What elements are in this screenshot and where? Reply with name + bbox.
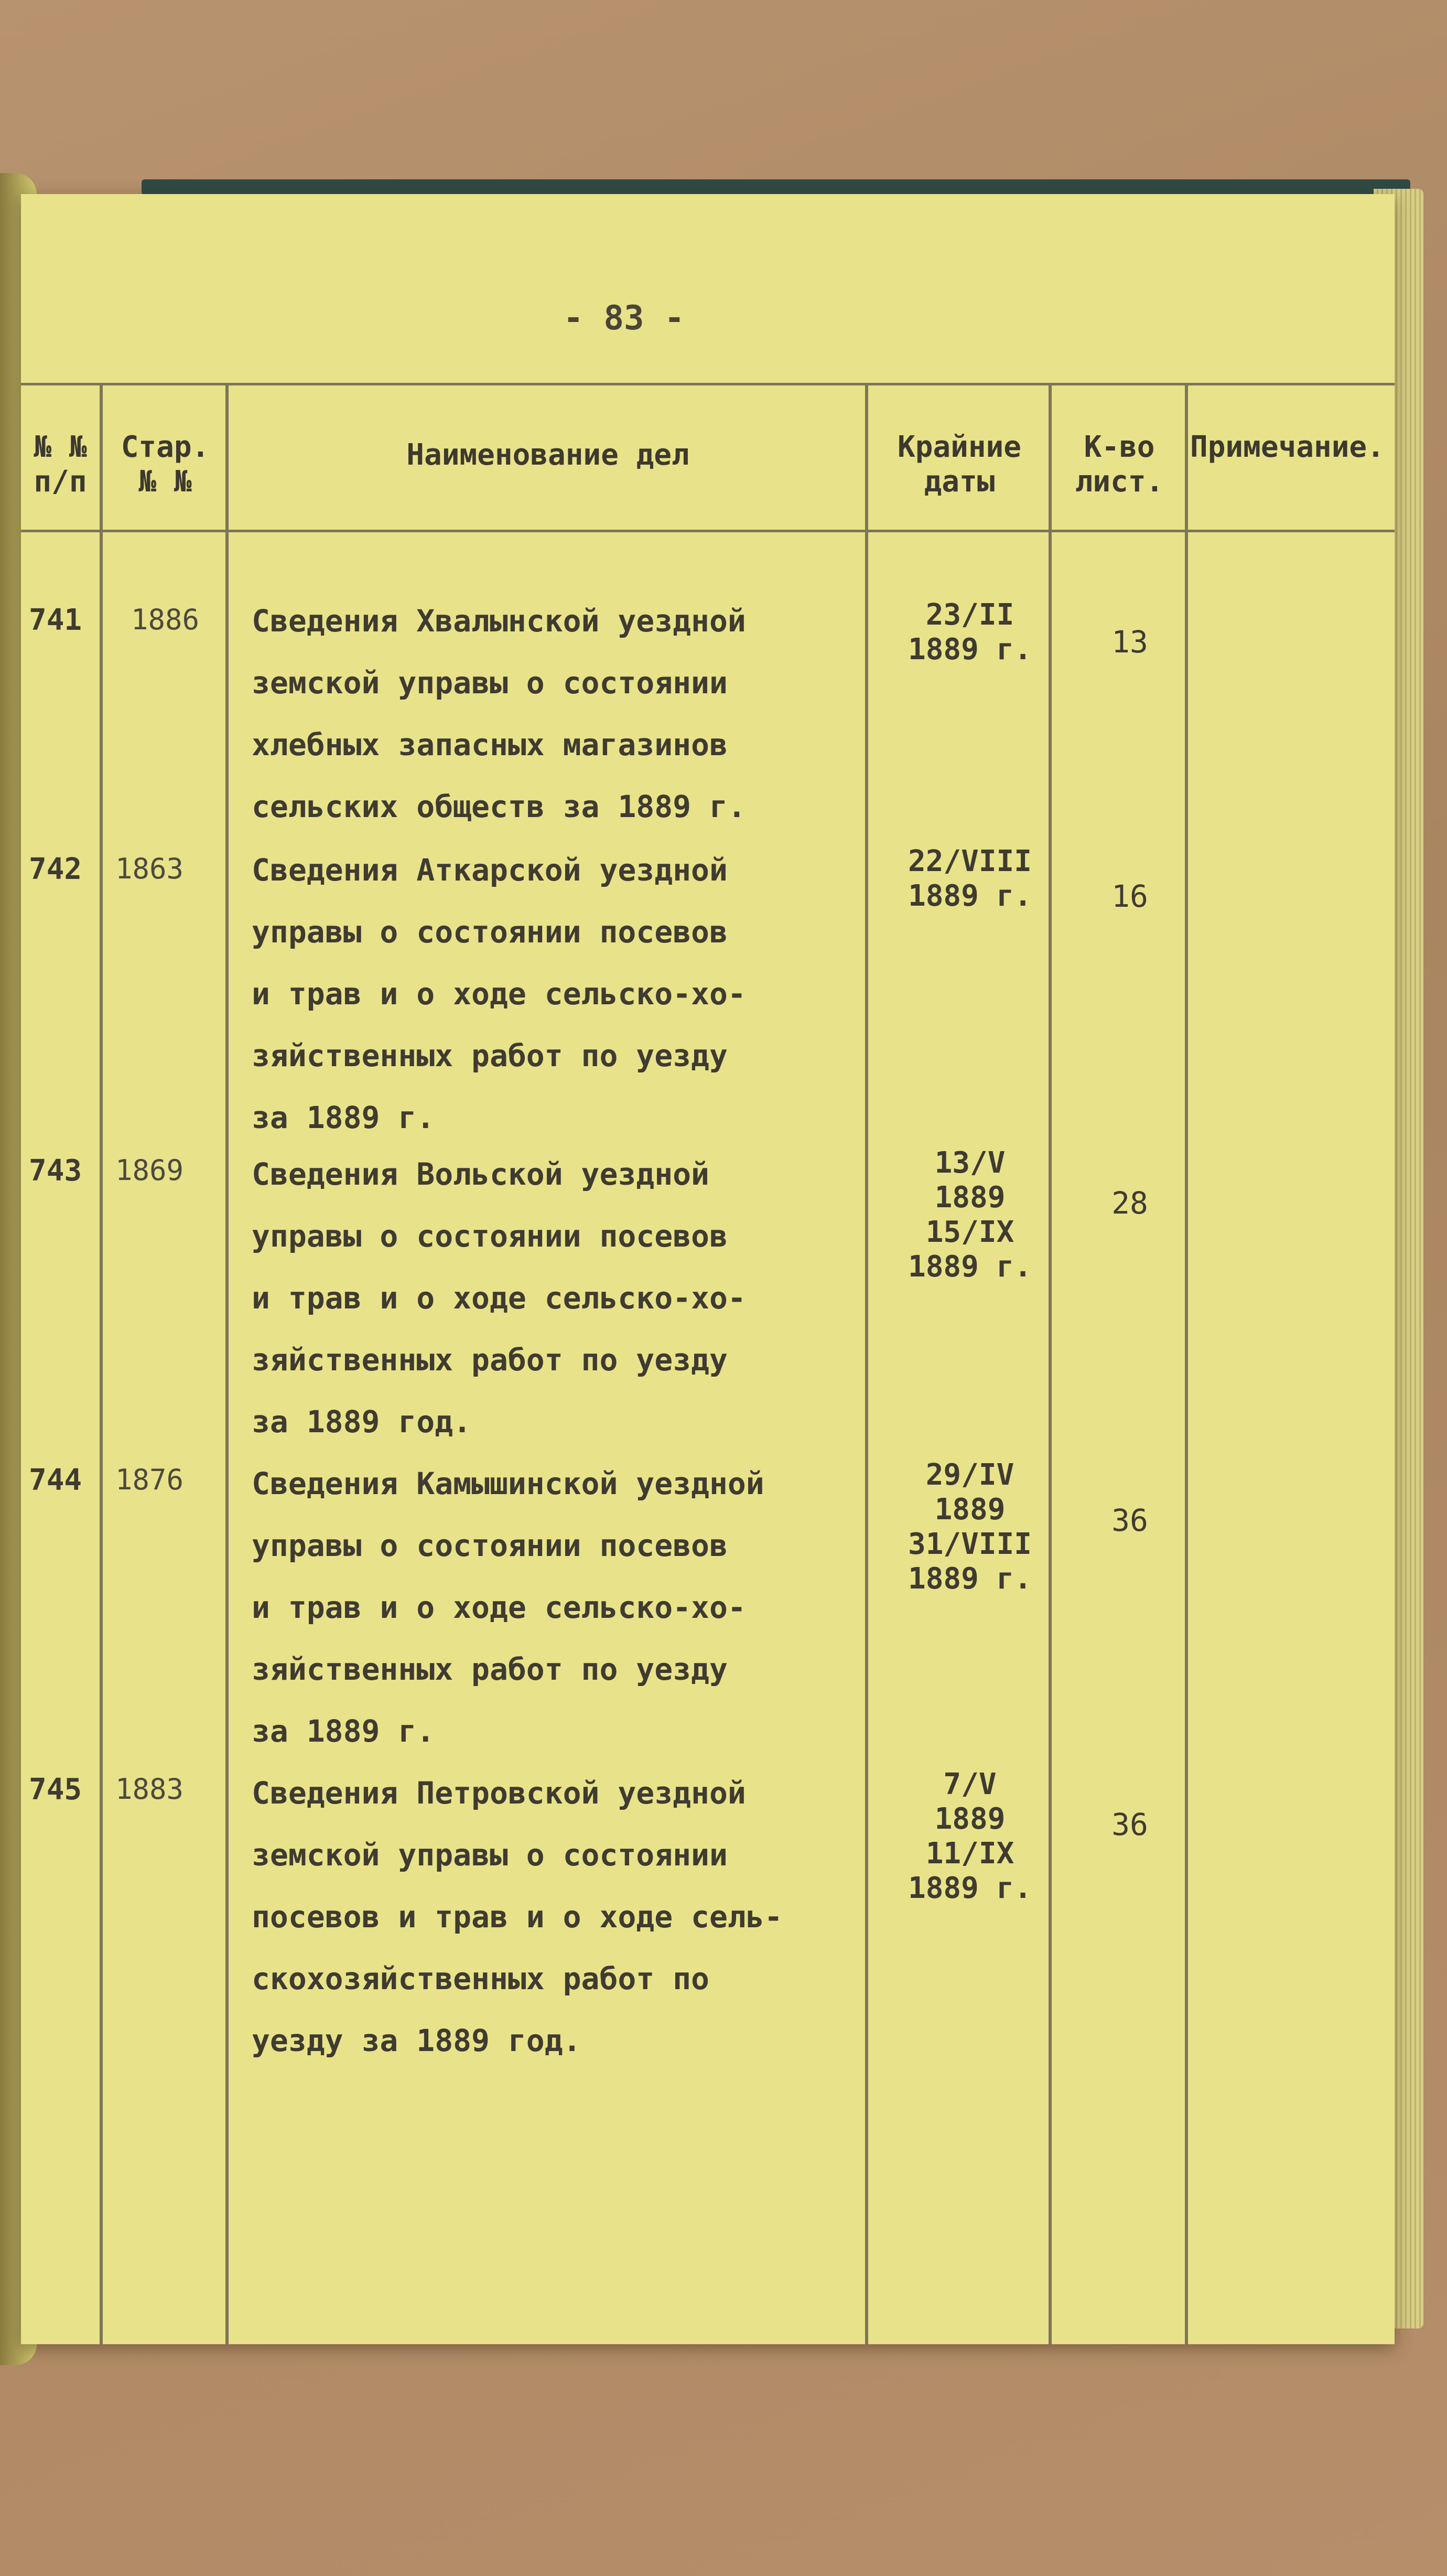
entry-row-number: 741 — [29, 603, 82, 637]
entry-title: Сведения Вольской уездной управы о состоянии посевов и трав и о ходе сельско-хо- зяйственных работ по уезду за 1889 год. — [252, 1156, 746, 1440]
header-old-number: Стар. № № — [121, 430, 210, 499]
header-row-number: № № п/п — [34, 430, 87, 499]
entry-title: Сведения Камышинской уездной управы о состоянии посевов и трав и о ходе сельско-хо- зяйственных работ по уезду за 1889 г. — [252, 1466, 764, 1749]
entry-dates: 7/V 1889 11/IX 1889 г. — [908, 1767, 1032, 1905]
entry-sheet-count: 16 — [1111, 878, 1148, 914]
header-title: Наименование дел — [406, 438, 689, 472]
entry-dates: 22/VIII 1889 г. — [908, 844, 1032, 913]
header-notes: Примечание. — [1190, 430, 1385, 464]
entry-sheet-count: 36 — [1111, 1807, 1148, 1842]
column-divider — [100, 383, 103, 2344]
entry-title: Сведения Хвалынской уездной земской управы о состоянии хлебных запасных магазинов сельских обществ за 1889 г. — [252, 603, 746, 824]
entry-title: Сведения Петровской уездной земской управы о состоянии посевов и трав и о ходе сель- скохозяйственных работ по уезду за 1889 год. — [252, 1775, 783, 2058]
entry-sheet-count: 36 — [1111, 1502, 1148, 1538]
entry-old-number: 1869 — [115, 1154, 184, 1187]
entry-old-number: 1863 — [115, 852, 184, 885]
column-divider — [1185, 383, 1188, 2344]
entry-title: Сведения Аткарской уездной управы о состоянии посевов и трав и о ходе сельско-хо- зяйственных работ по уезду за 1889 г. — [252, 852, 746, 1135]
entry-sheet-count: 13 — [1111, 624, 1148, 660]
archive-inventory-page — [21, 194, 1395, 2344]
entry-row-number: 743 — [29, 1154, 82, 1188]
entry-dates: 13/V 1889 15/IX 1889 г. — [908, 1146, 1032, 1284]
entry-row-number: 745 — [29, 1773, 82, 1807]
entry-dates: 29/IV 1889 31/VIII 1889 г. — [908, 1458, 1032, 1596]
entry-sheet-count: 28 — [1111, 1185, 1148, 1221]
header-sheet-count: К-во лист. — [1075, 430, 1164, 499]
entry-row-number: 742 — [29, 852, 82, 886]
entry-old-number: 1886 — [131, 603, 200, 636]
entry-dates: 23/II 1889 г. — [908, 598, 1032, 667]
page-number: - 83 - — [563, 299, 685, 338]
column-divider — [1049, 383, 1052, 2344]
binder-cover-edge — [142, 179, 1410, 195]
entry-old-number: 1883 — [115, 1773, 184, 1806]
entry-row-number: 744 — [29, 1463, 82, 1497]
header-dates: Крайние даты — [897, 430, 1021, 499]
column-divider — [225, 383, 229, 2344]
entry-old-number: 1876 — [115, 1463, 184, 1496]
